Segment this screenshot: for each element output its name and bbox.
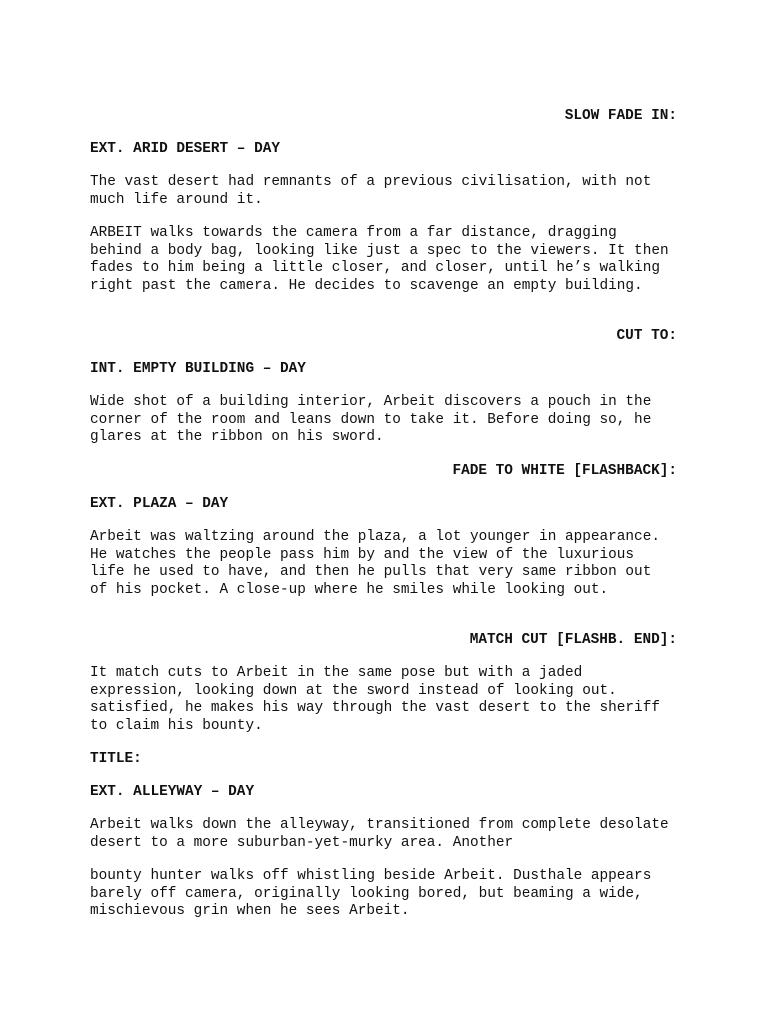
action-alleyway-2: bounty hunter walks off whistling beside Arbeit. Dusthale appears barely off camera, originally looking bored, but beaming a wide, mischievous grin when he sees Arbeit.: [90, 868, 660, 920]
transition-fade-to-white: FADE TO WHITE [FLASHBACK]:: [452, 463, 677, 479]
action-arbeit-walks: ARBEIT walks towards the camera from a far distance, dragging behind a body bag, looking like just a spec to the viewers. It then fades to him being a little closer, and closer, until he’s walking right past the camera. He decides to scavenge an empty building.: [90, 225, 678, 294]
transition-cut-to: CUT TO:: [616, 328, 677, 344]
action-match-cut: It match cuts to Arbeit in the same pose but with a jaded expression, looking down at the sword instead of looking out. satisfied, he makes his way through the vast desert to the sheriff to claim his bounty.: [90, 665, 669, 734]
action-building-interior: Wide shot of a building interior, Arbeit discovers a pouch in the corner of the room and leans down to take it. Before doing so, he glares at the ribbon on his sword.: [90, 394, 660, 446]
scene-heading-plaza: EXT. PLAZA – DAY: [90, 496, 229, 512]
transition-match-cut: MATCH CUT [FLASHB. END]:: [469, 632, 677, 648]
action-plaza-flashback: Arbeit was waltzing around the plaza, a lot younger in appearance. He watches the people pass him by and the view of the luxurious life he used to have, and then he pulls that very same ribbon out of his pocket. A close-up where he smiles while looking out.: [90, 529, 669, 598]
action-desert-description: The vast desert had remnants of a previous civilisation, with not much life around it.: [90, 174, 660, 208]
action-alleyway-1: Arbeit walks down the alleyway, transitioned from complete desolate desert to a more suburban-yet-murky area. Another: [90, 817, 678, 851]
scene-heading-empty-building: INT. EMPTY BUILDING – DAY: [90, 361, 306, 377]
scene-heading-alleyway: EXT. ALLEYWAY – DAY: [90, 784, 255, 800]
transition-slow-fade-in: SLOW FADE IN:: [564, 108, 677, 124]
scene-heading-arid-desert: EXT. ARID DESERT – DAY: [90, 141, 280, 157]
title-marker: TITLE:: [90, 751, 142, 767]
